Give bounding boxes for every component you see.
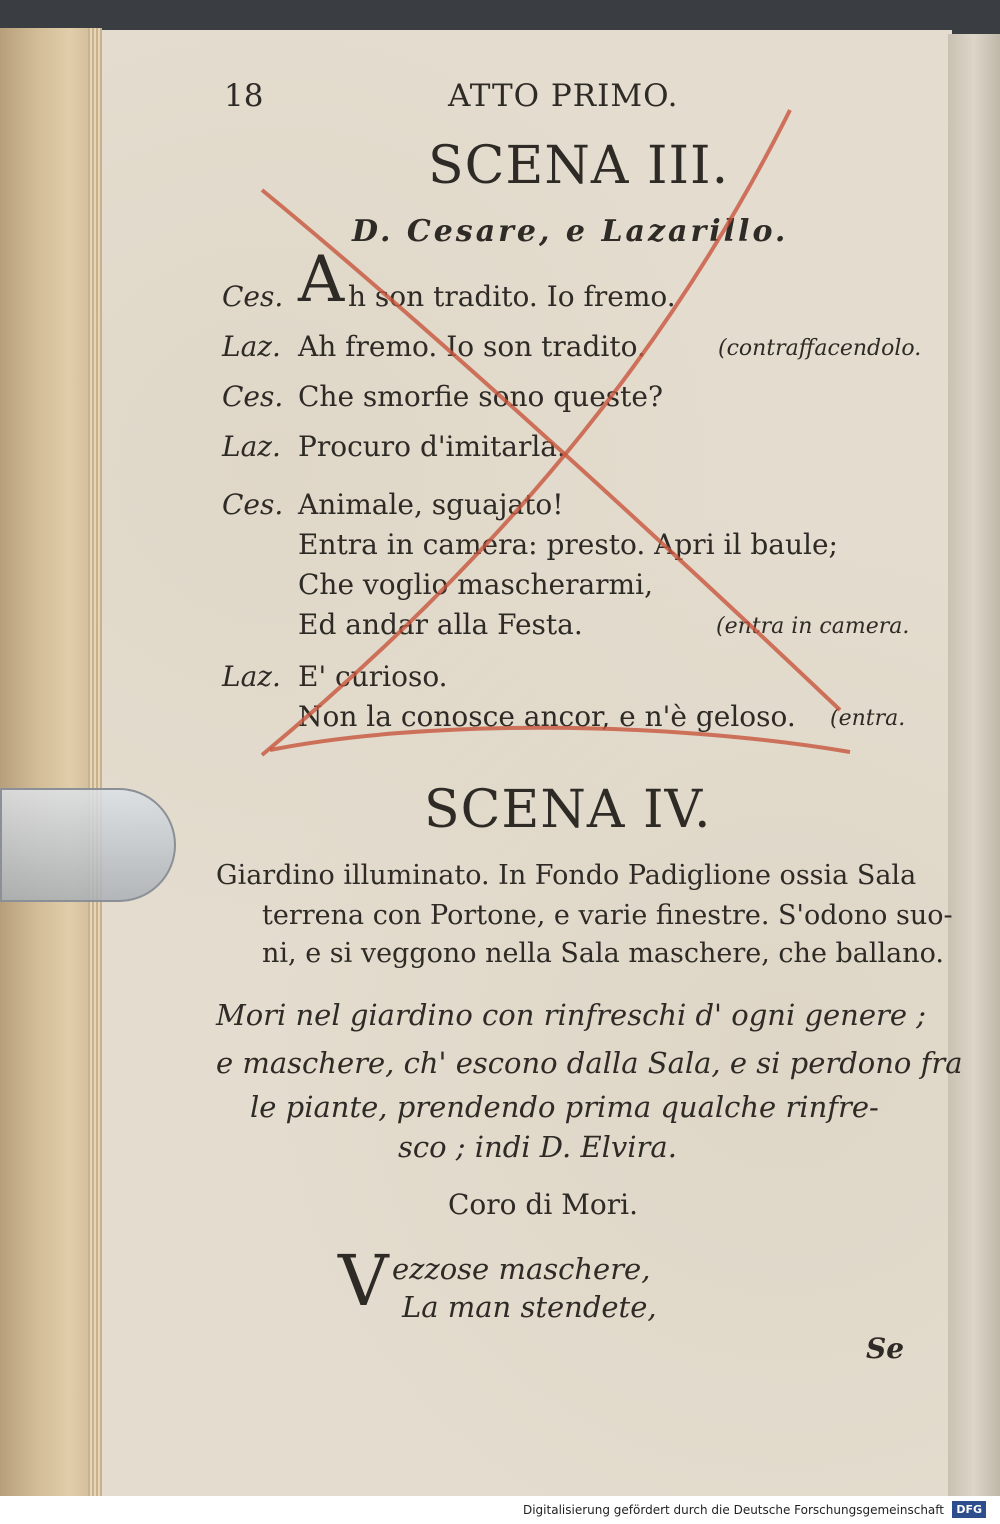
stage-direction: (entra in camera. — [716, 614, 910, 639]
page-number: 18 — [224, 78, 264, 114]
dialogue-line: Non la conosce ancor, e n'è geloso. — [298, 700, 796, 733]
running-head: ATTO PRIMO. — [448, 78, 679, 114]
dialogue-line: Entra in camera: presto. Apri il baule; — [298, 528, 838, 561]
verse-line: La man stendete, — [402, 1290, 657, 1324]
scene-persons: D. Cesare, e Lazarillo. — [352, 214, 789, 249]
funding-note: Digitalisierung gefördert durch die Deutsche Forschungsgemeinschaft — [522, 1503, 944, 1517]
action-line: le piante, prendendo prima qualche rinfre- — [250, 1090, 879, 1124]
verse-line: ezzose maschere, — [392, 1252, 651, 1286]
dialogue-line: Animale, sguajato! — [298, 488, 564, 521]
speaker-label: Laz. — [222, 430, 281, 463]
speaker-label: Ces. — [222, 380, 284, 413]
book-clip — [0, 788, 176, 902]
dialogue-line: Ah fremo. Io son tradito. — [298, 330, 646, 363]
dialogue-line: Che smorfie sono queste? — [298, 380, 663, 413]
catchword: Se — [866, 1332, 905, 1365]
speaker-label: Laz. — [222, 660, 281, 693]
scene-title: SCENA IV. — [424, 780, 712, 840]
speaker-label: Ces. — [222, 280, 284, 313]
speaker-label: Laz. — [222, 330, 281, 363]
dialogue-line: Ed andar alla Festa. — [298, 608, 583, 641]
drop-cap: A — [298, 243, 345, 317]
setting-line: Giardino illuminato. In Fondo Padiglione ossia Sala — [216, 860, 917, 891]
setting-line: terrena con Portone, e varie finestre. S'odono suo- — [262, 900, 953, 931]
chorus-heading: Coro di Mori. — [448, 1188, 638, 1221]
dialogue-line: h son tradito. Io fremo. — [348, 280, 676, 313]
action-line: sco ; indi D. Elvira. — [398, 1130, 677, 1164]
dialogue-line: Procuro d'imitarla. — [298, 430, 566, 463]
action-line: Mori nel giardino con rinfreschi d' ogni genere ; — [216, 998, 927, 1032]
speaker-label: Ces. — [222, 488, 284, 521]
scene-title: SCENA III. — [428, 136, 730, 196]
dialogue-line: Che voglio mascherarmi, — [298, 568, 653, 601]
drop-cap: V — [338, 1240, 389, 1322]
setting-line: ni, e si veggono nella Sala maschere, che ballano. — [262, 938, 945, 969]
dfg-logo: DFG — [952, 1501, 986, 1518]
footer-bar — [0, 1496, 1000, 1524]
stage-direction: (contraffacendolo. — [718, 336, 922, 361]
dialogue-line: E' curioso. — [298, 660, 448, 693]
action-line: e maschere, ch' escono dalla Sala, e si perdono fra — [216, 1046, 963, 1080]
stage-direction: (entra. — [830, 706, 906, 731]
